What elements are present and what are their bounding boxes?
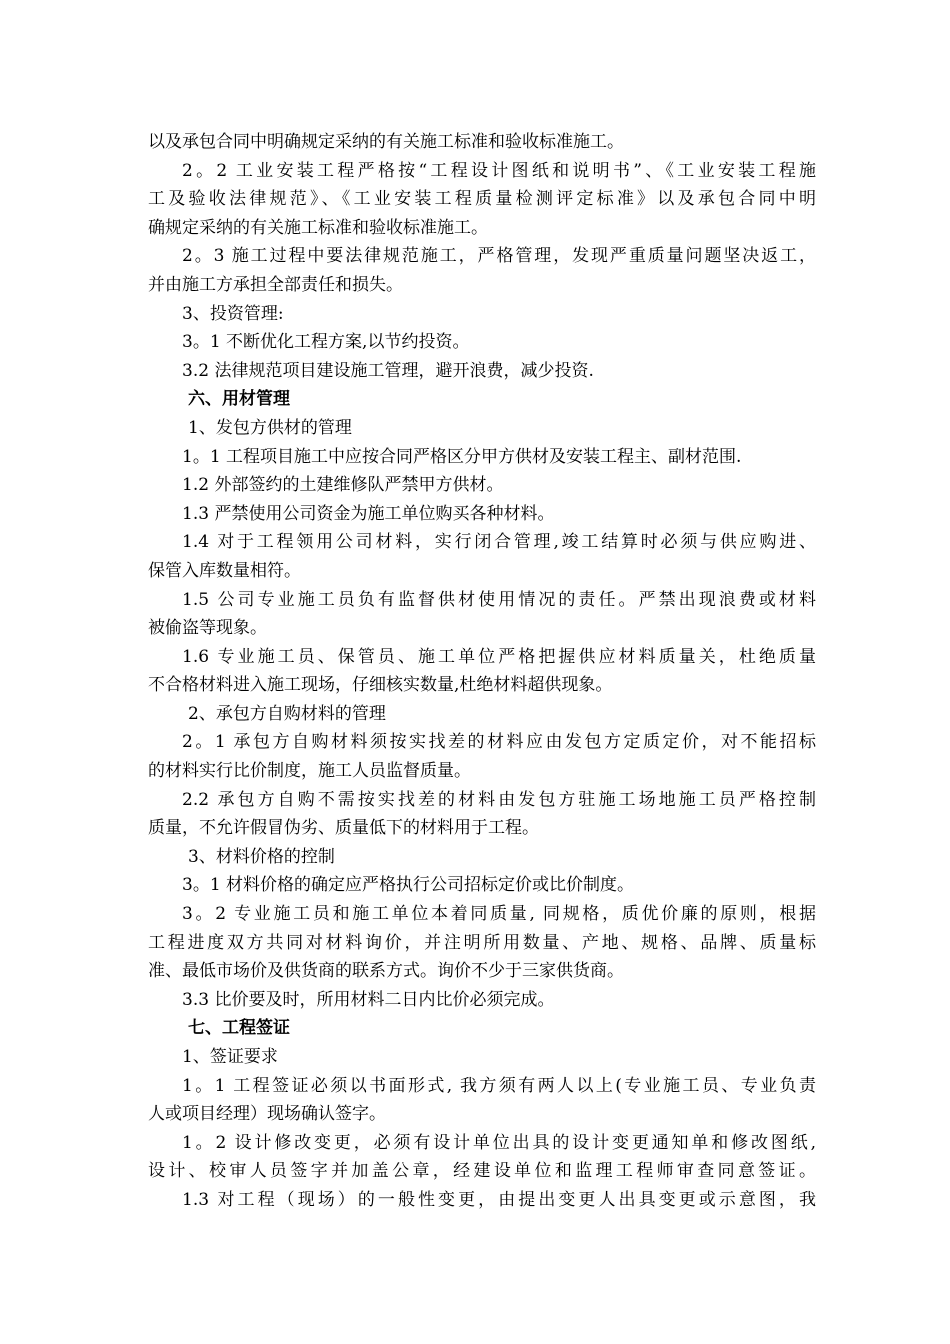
text-line: 1。1 工程项目施工中应按合同严格区分甲方供材及安装工程主、副材范围.	[182, 446, 742, 467]
subsection-heading: 1、发包方供材的管理	[188, 417, 352, 438]
text-line: 3、投资管理:	[182, 303, 284, 324]
text-line: 3.2 法律规范项目建设施工管理，避开浪费，减少投资.	[182, 360, 594, 381]
text-line: 1.4 对于工程领用公司材料，实行闭合管理,竣工结算时必须与供应购进、	[182, 532, 816, 553]
text-line: 1。1 工程签证必须以书面形式, 我方须有两人以上(专业施工员、专业负责	[182, 1075, 816, 1096]
text-line: 2.2 承包方自购不需按实找差的材料由发包方驻施工场地施工员严格控制	[182, 789, 816, 810]
text-line: 3。2 专业施工员和施工单位本着同质量, 同规格，质优价廉的原则，根据	[182, 904, 816, 925]
text-line: 3。1 不断优化工程方案,以节约投资。	[182, 332, 470, 353]
text-line: 1.5 公司专业施工员负有监督供材使用情况的责任。严禁出现浪费或材料	[182, 589, 816, 610]
text-line: 以及承包合同中明确规定采纳的有关施工标准和验收标准施工。	[148, 132, 624, 152]
text-line: 3。1 材料价格的确定应严格执行公司招标定价或比价制度。	[182, 875, 635, 896]
text-line: 1。2 设计修改变更，必须有设计单位出具的设计变更通知单和修改图纸,	[182, 1132, 816, 1153]
text-line: 1.6 专业施工员、保管员、施工单位严格把握供应材料质量关，杜绝质量	[182, 646, 816, 667]
subsection-heading: 2、承包方自购材料的管理	[188, 703, 386, 724]
text-line: 确规定采纳的有关施工标准和验收标准施工。	[148, 217, 488, 238]
text-line: 1.3 严禁使用公司资金为施工单位购买各种材料。	[182, 503, 555, 524]
text-line: 2。1 承包方自购材料须按实找差的材料应由发包方定质定价，对不能招标	[182, 732, 816, 753]
text-line: 人或项目经理）现场确认签字。	[148, 1104, 386, 1125]
section-heading: 六、用材管理	[188, 389, 290, 410]
section-heading: 七、工程签证	[188, 1018, 290, 1039]
text-line: 2。3 施工过程中要法律规范施工，严格管理，发现严重质量问题坚决返工，	[182, 246, 816, 267]
document-page	[148, 128, 816, 1215]
text-line: 的材料实行比价制度，施工人员监督质量。	[148, 761, 471, 782]
text-line: 准、最低市场价及供货商的联系方式。询价不少于三家供货商。	[148, 961, 624, 982]
text-line: 工及验收法律规范》、《工业安装工程质量检测评定标准》以及承包合同中明	[148, 189, 816, 210]
text-line: 保管入库数量相符。	[148, 560, 301, 581]
text-line: 2。2 工业安装工程严格按“工程设计图纸和说明书”、《工业安装工程施	[182, 160, 816, 181]
text-line: 不合格材料进入施工现场，仔细核实数量,杜绝材料超供现象。	[148, 675, 613, 696]
text-line: 1.2 外部签约的土建维修队严禁甲方供材。	[182, 475, 504, 496]
text-line: 质量，不允许假冒伪劣、质量低下的材料用于工程。	[148, 818, 539, 839]
text-line: 并由施工方承担全部责任和损失。	[148, 274, 403, 295]
text-line: 工程进度双方共同对材料询价，并注明所用数量、产地、规格、品牌、质量标	[148, 932, 816, 953]
text-line: 3.3 比价要及时，所用材料二日内比价必须完成。	[182, 989, 555, 1010]
text-line: 设计、校审人员签字并加盖公章，经建设单位和监理工程师审查同意签证。	[148, 1161, 816, 1182]
subsection-heading: 3、材料价格的控制	[188, 846, 335, 867]
text-line: 被偷盗等现象。	[148, 618, 267, 639]
subsection-heading: 1、签证要求	[182, 1047, 278, 1067]
text-line: 1.3 对工程（现场）的一般性变更，由提出变更人出具变更或示意图，我	[182, 1189, 816, 1210]
